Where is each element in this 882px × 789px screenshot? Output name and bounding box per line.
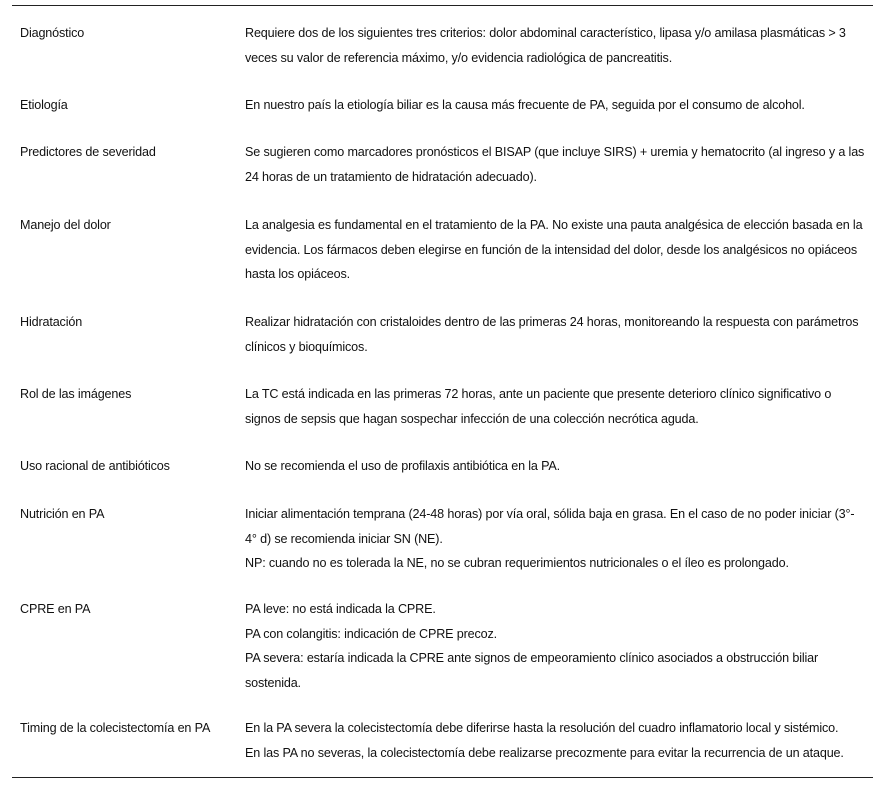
row-label: Timing de la colecistectomía en PA <box>20 721 211 735</box>
recommendations-table <box>12 5 873 760</box>
description-line: La analgesia es fundamental en el tratamiento de la PA. No existe una pauta analgésica de elección basada en la <box>245 218 863 232</box>
row-description <box>245 140 871 189</box>
row-label: Rol de las imágenes <box>20 387 132 401</box>
description-line: Se sugieren como marcadores pronósticos el BISAP (que incluye SIRS) + uremia y hematocrito (al ingreso y a las <box>245 145 865 159</box>
description-line: 24 horas de un tratamiento de hidratación adecuado). <box>245 169 537 184</box>
row-label: Diagnóstico <box>20 26 85 40</box>
row-label: CPRE en PA <box>20 602 91 616</box>
description-line: Realizar hidratación con cristaloides dentro de las primeras 24 horas, monitoreando la respuesta con parámetros <box>245 315 859 329</box>
description-line: La TC está indicada en las primeras 72 horas, ante un paciente que presente deterioro clínico significativo o <box>245 387 832 401</box>
row-description <box>245 382 871 431</box>
description-line: PA severa: estaría indicada la CPRE ante signos de empeoramiento clínico asociados a obstrucción biliar <box>245 651 819 665</box>
description-line: NP: cuando no es tolerada la NE, no se cubran requerimientos nutricionales o el íleo es prolongado. <box>245 556 789 570</box>
row-label: Etiología <box>20 98 68 112</box>
row-label: Nutrición en PA <box>20 507 105 521</box>
row-description <box>245 21 871 70</box>
description-line: clínicos y bioquímicos. <box>245 339 368 354</box>
description-line: En nuestro país la etiología biliar es la causa más frecuente de PA, seguida por el consumo de alcohol. <box>245 98 805 112</box>
description-line: No se recomienda el uso de profilaxis antibiótica en la PA. <box>245 459 561 473</box>
description-line: evidencia. Los fármacos deben elegirse en función de la intensidad del dolor, desde los analgésicos no opiáceos <box>245 242 858 257</box>
row-description <box>245 310 871 359</box>
row-description <box>245 597 871 695</box>
row-label: Hidratación <box>20 315 83 329</box>
description-line: 4° d) se recomienda iniciar SN (NE). <box>245 531 443 546</box>
row-label: Manejo del dolor <box>20 218 111 232</box>
description-line: sostenida. <box>245 675 301 690</box>
row-description <box>245 93 871 118</box>
description-line: Requiere dos de los siguientes tres criterios: dolor abdominal característico, lipasa y/o amilasa plasmáticas > 3 <box>245 26 846 40</box>
row-description <box>245 716 871 765</box>
description-line: PA con colangitis: indicación de CPRE precoz. <box>245 626 498 641</box>
description-line: signos de sepsis que hagan sospechar infección de una colección necrótica aguda. <box>245 411 699 426</box>
row-description <box>245 213 871 287</box>
description-line: PA leve: no está indicada la CPRE. <box>245 602 436 616</box>
description-line: En la PA severa la colecistectomía debe diferirse hasta la resolución del cuadro inflamatorio local y sistémico. <box>245 721 839 735</box>
row-description <box>245 454 871 479</box>
row-label: Uso racional de antibióticos <box>20 459 170 473</box>
description-line: veces su valor de referencia máximo, y/o evidencia radiológica de pancreatitis. <box>245 50 673 65</box>
description-line: hasta los opiáceos. <box>245 267 350 281</box>
row-description <box>245 502 871 576</box>
row-label: Predictores de severidad <box>20 145 156 159</box>
description-line: En las PA no severas, la colecistectomía debe realizarse precozmente para evitar la recurrencia de un ataque. <box>245 745 844 760</box>
description-line: Iniciar alimentación temprana (24-48 horas) por vía oral, sólida baja en grasa. En el caso de no poder iniciar (3°- <box>245 507 855 521</box>
table-bottom-rule <box>12 777 873 778</box>
table-top-rule <box>12 5 873 6</box>
